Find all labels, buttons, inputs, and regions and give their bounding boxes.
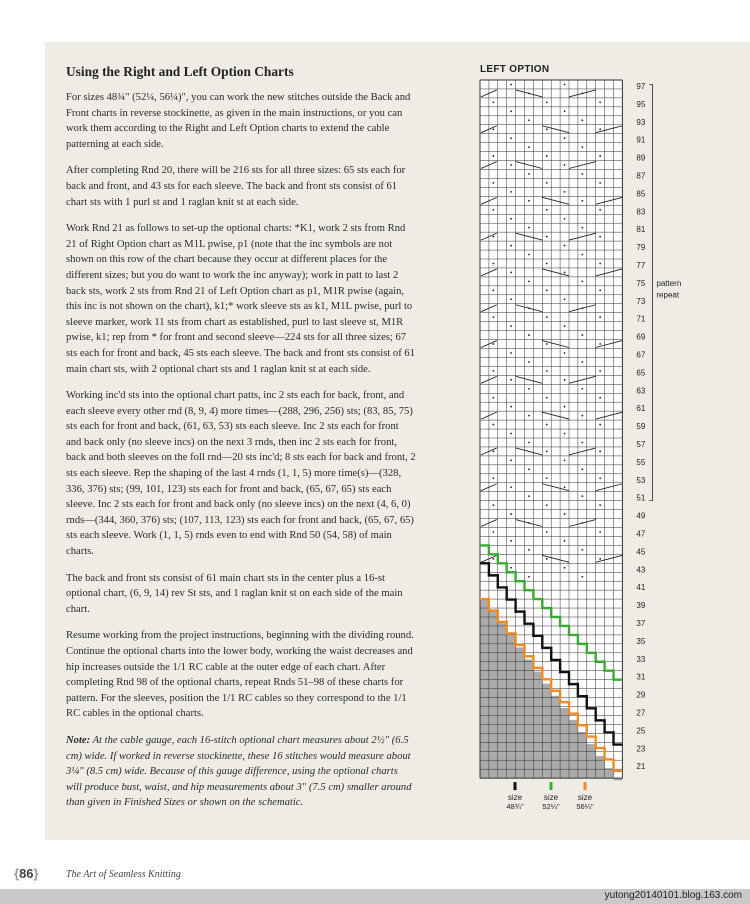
purl-dot	[510, 513, 512, 515]
gauge-note	[66, 733, 416, 811]
purl-dot	[546, 236, 548, 238]
purl-dot	[528, 200, 530, 202]
row-label: 31	[636, 672, 646, 682]
page-number: {86}	[14, 866, 39, 881]
purl-dot	[492, 504, 494, 506]
purl-dot	[528, 415, 530, 417]
purl-dot	[564, 513, 566, 515]
row-label: 73	[636, 296, 646, 306]
row-label: 69	[636, 332, 646, 342]
purl-dot	[599, 558, 601, 560]
purl-dot	[581, 361, 583, 363]
size-legend-value: 48¾"	[506, 802, 524, 812]
purl-dot	[492, 451, 494, 453]
chart-title: LEFT OPTION	[480, 64, 550, 75]
purl-dot	[510, 567, 512, 569]
purl-dot	[492, 370, 494, 372]
paragraph-6: Resume working from the project instructions, beginning with the dividing round. Continue the optional charts into the lower body, working the waist decreases and hip increases outside the 1/1 RC cable at the outer edge of each chart. After completing Rnd 98 of the optional charts, repeat Rnds 51–98 of these charts for pattern. For the sleeves, position the 1/1 RC cables so they correspond to the 1/1 RC cables in the optional charts.	[66, 630, 414, 720]
purl-dot	[581, 146, 583, 148]
purl-dot	[510, 272, 512, 274]
row-label: 41	[636, 583, 646, 593]
purl-dot	[510, 433, 512, 435]
purl-dot	[581, 200, 583, 202]
purl-dot	[581, 254, 583, 256]
row-label: 87	[636, 171, 646, 181]
purl-dot	[599, 155, 601, 157]
row-label: 43	[636, 565, 646, 575]
row-label: 59	[636, 422, 646, 432]
purl-dot	[528, 119, 530, 121]
row-label: 39	[636, 601, 646, 611]
purl-dot	[510, 191, 512, 193]
purl-dot	[528, 442, 530, 444]
purl-dot	[564, 379, 566, 381]
row-label: 71	[636, 314, 646, 324]
purl-dot	[510, 110, 512, 112]
purl-dot	[599, 477, 601, 479]
purl-dot	[599, 128, 601, 130]
row-label: 61	[636, 404, 646, 414]
purl-dot	[492, 531, 494, 533]
row-label: 79	[636, 243, 646, 253]
purl-dot	[546, 451, 548, 453]
book-title: The Art of Seamless Knitting	[66, 869, 181, 880]
purl-dot	[546, 397, 548, 399]
purl-dot	[564, 84, 566, 86]
purl-dot	[581, 388, 583, 390]
row-label: 91	[636, 135, 646, 145]
purl-dot	[492, 155, 494, 157]
purl-dot	[581, 280, 583, 282]
size-legend-value: 52¼"	[542, 802, 560, 812]
purl-dot	[599, 236, 601, 238]
row-label: 77	[636, 260, 646, 270]
row-label: 57	[636, 439, 646, 449]
purl-dot	[564, 433, 566, 435]
purl-dot	[546, 370, 548, 372]
purl-dot	[599, 289, 601, 291]
purl-dot	[564, 352, 566, 354]
purl-dot	[581, 415, 583, 417]
row-label: 83	[636, 207, 646, 217]
purl-dot	[528, 495, 530, 497]
row-label: 33	[636, 654, 646, 664]
purl-dot	[546, 155, 548, 157]
row-label: 29	[636, 690, 646, 700]
purl-dot	[546, 531, 548, 533]
purl-dot	[510, 164, 512, 166]
purl-dot	[510, 379, 512, 381]
purl-dot	[510, 245, 512, 247]
purl-dot	[492, 558, 494, 560]
purl-dot	[564, 486, 566, 488]
purl-dot	[599, 263, 601, 265]
row-label: 53	[636, 475, 646, 485]
purl-dot	[546, 504, 548, 506]
purl-dot	[492, 101, 494, 103]
row-label: 85	[636, 189, 646, 199]
left-option-chart	[470, 78, 700, 813]
row-label: 23	[636, 744, 646, 754]
purl-dot	[599, 343, 601, 345]
purl-dot	[564, 567, 566, 569]
row-label: 25	[636, 726, 646, 736]
paragraph-2: After completing Rnd 20, there will be 216 sts for all three sizes: 65 sts each for back and front, and 43 sts for each sleeve. The back and front sts consist of 61 chart sts with 1 purl st and 1 raglan knit st at each side.	[66, 165, 406, 208]
purl-dot	[528, 388, 530, 390]
purl-dot	[581, 173, 583, 175]
row-label: 63	[636, 386, 646, 396]
purl-dot	[546, 343, 548, 345]
section-title: Using the Right and Left Option Charts	[66, 64, 294, 79]
purl-dot	[564, 406, 566, 408]
purl-dot	[581, 119, 583, 121]
row-label: 93	[636, 117, 646, 127]
purl-dot	[492, 236, 494, 238]
purl-dot	[599, 424, 601, 426]
purl-dot	[564, 164, 566, 166]
repeat-label-line2: repeat	[656, 290, 680, 300]
purl-dot	[528, 173, 530, 175]
purl-dot	[581, 468, 583, 470]
purl-dot	[492, 209, 494, 211]
purl-dot	[492, 289, 494, 291]
paragraph-3: Work Rnd 21 as follows to set-up the optional charts: *K1, work 2 sts from Rnd 21 of Right Option chart as M1L pwise, p1 (note that the inc symbols are not shown on this row of the chart because they occur at different places for the different sizes; but you do want to work the inc anyway); work in patt to last 2 back sts, work 2 sts from Rnd 21 of Left Option chart as p1, M1R pwise (again, this inc is not shown on the chart), k1;* work sleeve sts as k1, M1L pwise, purl to sleeve marker, work 11 sts from chart as established, purl to last sleeve st, M1R pwise, k1; rep from * for front and second sleeve—224 sts for all three sizes; 67 sts each for front and back, 45 sts each sleeve. The back and front sts consist of 61 main chart sts, with 2 optional chart sts and 1 raglan knit st at each side.	[66, 223, 416, 375]
purl-dot	[510, 137, 512, 139]
row-label: 45	[636, 547, 646, 557]
purl-dot	[564, 325, 566, 327]
purl-dot	[546, 558, 548, 560]
row-label: 27	[636, 708, 646, 718]
folio-bracket-icon: {	[14, 866, 20, 881]
purl-dot	[528, 280, 530, 282]
purl-dot	[528, 549, 530, 551]
note-label: Note:	[66, 734, 91, 746]
row-label: 67	[636, 350, 646, 360]
purl-dot	[599, 370, 601, 372]
note-text: At the cable gauge, each 16-stitch optional chart measures about 2½" (6.5 cm) wide. If worked in reverse stockinette, these 16 stitches would measure about 3¼" (8.5 cm) wide. Because of this gauge difference, using the optional charts will produce bust, waist, and hip measurements about 3" (7.5 cm) smaller around than given in Finished Sizes or shown on the schematic.	[66, 734, 412, 809]
purl-dot	[528, 227, 530, 229]
repeat-label-line1: pattern	[656, 278, 682, 288]
purl-dot	[546, 101, 548, 103]
purl-dot	[564, 110, 566, 112]
row-label: 35	[636, 636, 646, 646]
purl-dot	[546, 263, 548, 265]
purl-dot	[492, 263, 494, 265]
purl-dot	[546, 316, 548, 318]
size-legend-value: 56¼"	[576, 802, 594, 812]
purl-dot	[510, 486, 512, 488]
row-label: 95	[636, 99, 646, 109]
purl-dot	[492, 477, 494, 479]
row-label: 89	[636, 153, 646, 163]
purl-dot	[564, 191, 566, 193]
purl-dot	[492, 397, 494, 399]
purl-dot	[564, 540, 566, 542]
purl-dot	[510, 406, 512, 408]
purl-dot	[546, 209, 548, 211]
purl-dot	[599, 316, 601, 318]
purl-dot	[599, 182, 601, 184]
row-label: 37	[636, 618, 646, 628]
purl-dot	[599, 209, 601, 211]
purl-dot	[599, 397, 601, 399]
purl-dot	[510, 325, 512, 327]
row-label: 47	[636, 529, 646, 539]
purl-dot	[599, 451, 601, 453]
purl-dot	[581, 576, 583, 578]
purl-dot	[528, 334, 530, 336]
purl-dot	[510, 84, 512, 86]
purl-dot	[510, 352, 512, 354]
purl-dot	[599, 101, 601, 103]
purl-dot	[528, 576, 530, 578]
purl-dot	[564, 137, 566, 139]
purl-dot	[546, 424, 548, 426]
row-label: 75	[636, 278, 646, 288]
row-label: 49	[636, 511, 646, 521]
purl-dot	[510, 218, 512, 220]
purl-dot	[510, 298, 512, 300]
paragraph-5: The back and front sts consist of 61 main chart sts in the center plus a 16-st optional chart, (6, 9, 14) rev St sts, and 1 raglan knit st on each side of the main chart.	[66, 572, 403, 615]
purl-dot	[492, 343, 494, 345]
row-label: 81	[636, 225, 646, 235]
article-column	[66, 64, 416, 822]
purl-dot	[546, 182, 548, 184]
purl-dot	[546, 128, 548, 130]
size-legend-word: size	[507, 793, 523, 803]
purl-dot	[564, 245, 566, 247]
size-legend-word: size	[543, 793, 559, 803]
row-label: 51	[636, 493, 646, 503]
watermark: yutong20140101.blog.163.com	[604, 890, 742, 901]
purl-dot	[528, 146, 530, 148]
purl-dot	[581, 334, 583, 336]
purl-dot	[581, 227, 583, 229]
purl-dot	[528, 361, 530, 363]
row-label: 97	[636, 81, 646, 91]
purl-dot	[510, 540, 512, 542]
purl-dot	[599, 504, 601, 506]
purl-dot	[492, 316, 494, 318]
row-label: 55	[636, 457, 646, 467]
repeat-bracket	[649, 84, 652, 500]
purl-dot	[528, 254, 530, 256]
purl-dot	[581, 442, 583, 444]
purl-dot	[564, 298, 566, 300]
purl-dot	[546, 289, 548, 291]
purl-dot	[599, 531, 601, 533]
purl-dot	[564, 218, 566, 220]
purl-dot	[581, 549, 583, 551]
row-label: 21	[636, 762, 646, 772]
purl-dot	[564, 459, 566, 461]
row-label: 65	[636, 368, 646, 378]
purl-dot	[546, 477, 548, 479]
purl-dot	[564, 272, 566, 274]
purl-dot	[581, 495, 583, 497]
paragraph-1: For sizes 48¾" (52¼, 56¼)", you can work the new stitches outside the Back and Front charts in reverse stockinette, as given in the main instructions, or you can work them according to the Right and Left Option charts to extend the cable patterning at each side.	[66, 92, 411, 150]
purl-dot	[492, 424, 494, 426]
paragraph-4: Working inc'd sts into the optional chart patts, inc 2 sts each for back, front, and each sleeve every other rnd (8, 9, 4) more times—(288, 296, 256) sts; (83, 85, 75) sts each for front and back, (61, 63, 53) sts each sleeve. Inc 2 sts each for front and back only (no sleeve incs) on the next 3 rnds, then inc 2 sts each for front, back and both sleeves on the foll rnd—20 sts inc'd; 8 sts each for back and front, 2 sts each sleeve. Rep the shaping of the last 4 rnds (1, 1, 5) more time(s)—(328, 336, 376) sts; (99, 101, 123) sts each for front and back, (65, 67, 65) sts each sleeve. Inc 2 sts each for front and back only (no sleeve incs) on the next (4, 6, 0) rnds—(344, 360, 376) sts; (107, 113, 123) sts each for front and back, (65, 67, 65) sts each sleeve. Work (1, 1, 5) rnds even to end with Rnd 50 (54, 58) of main charts.	[66, 390, 416, 558]
purl-dot	[528, 468, 530, 470]
purl-dot	[492, 182, 494, 184]
size-legend-word: size	[577, 793, 593, 803]
purl-dot	[510, 459, 512, 461]
purl-dot	[492, 128, 494, 130]
